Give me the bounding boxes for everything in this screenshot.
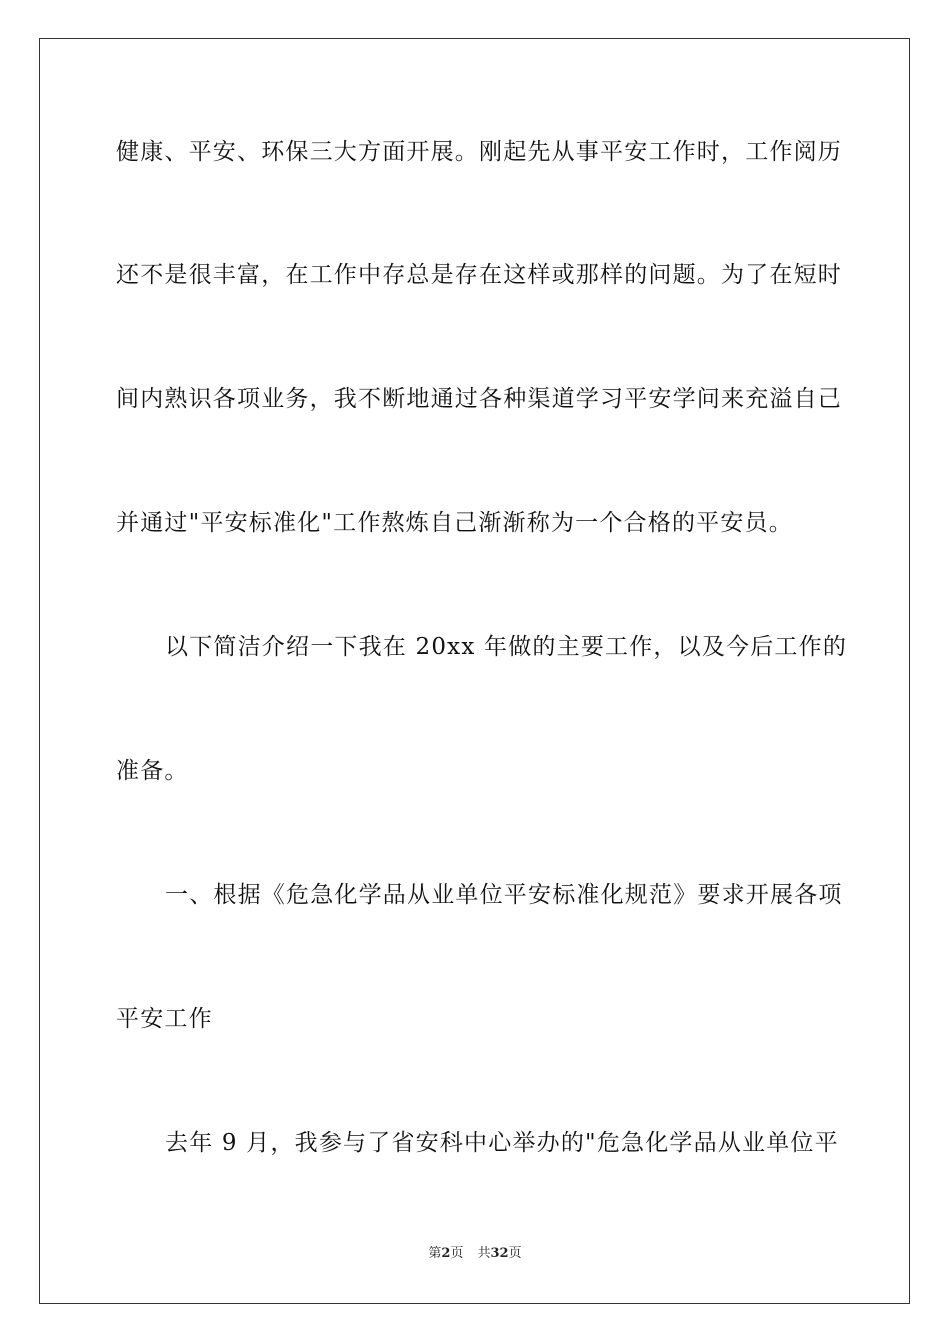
text-line-2: 还不是很丰富，在工作中存总是存在这样或那样的问题。为了在短时	[116, 262, 842, 288]
footer-page-suffix: 页	[450, 1246, 464, 1261]
text-line-9: 去年 9 月，我参与了省安科中心举办的"危急化学品从业单位平	[165, 1130, 839, 1156]
text-line-7: 一、根据《危急化学品从业单位平安标准化规范》要求开展各项	[165, 882, 843, 908]
text-line-6: 准备。	[116, 758, 189, 784]
footer-total-pages: 32	[490, 1246, 509, 1261]
page-footer	[0, 1245, 950, 1263]
text-line-5: 以下简洁介绍一下我在 20xx 年做的主要工作，以及今后工作的	[165, 634, 848, 660]
text-line-3: 间内熟识各项业务，我不断地通过各种渠道学习平安学问来充溢自己	[116, 386, 842, 412]
footer-page-number: 2	[441, 1246, 451, 1261]
footer-total-prefix: 共	[477, 1246, 491, 1261]
page-frame	[39, 38, 910, 1304]
text-line-4: 并通过"平安标准化"工作熬炼自己渐渐称为一个合格的平安员。	[116, 510, 793, 536]
text-line-8: 平安工作	[116, 1006, 213, 1032]
footer-total-suffix: 页	[508, 1246, 522, 1261]
text-line-1: 健康、平安、环保三大方面开展。刚起先从事平安工作时，工作阅历	[116, 139, 842, 165]
footer-page-prefix: 第	[428, 1246, 442, 1261]
